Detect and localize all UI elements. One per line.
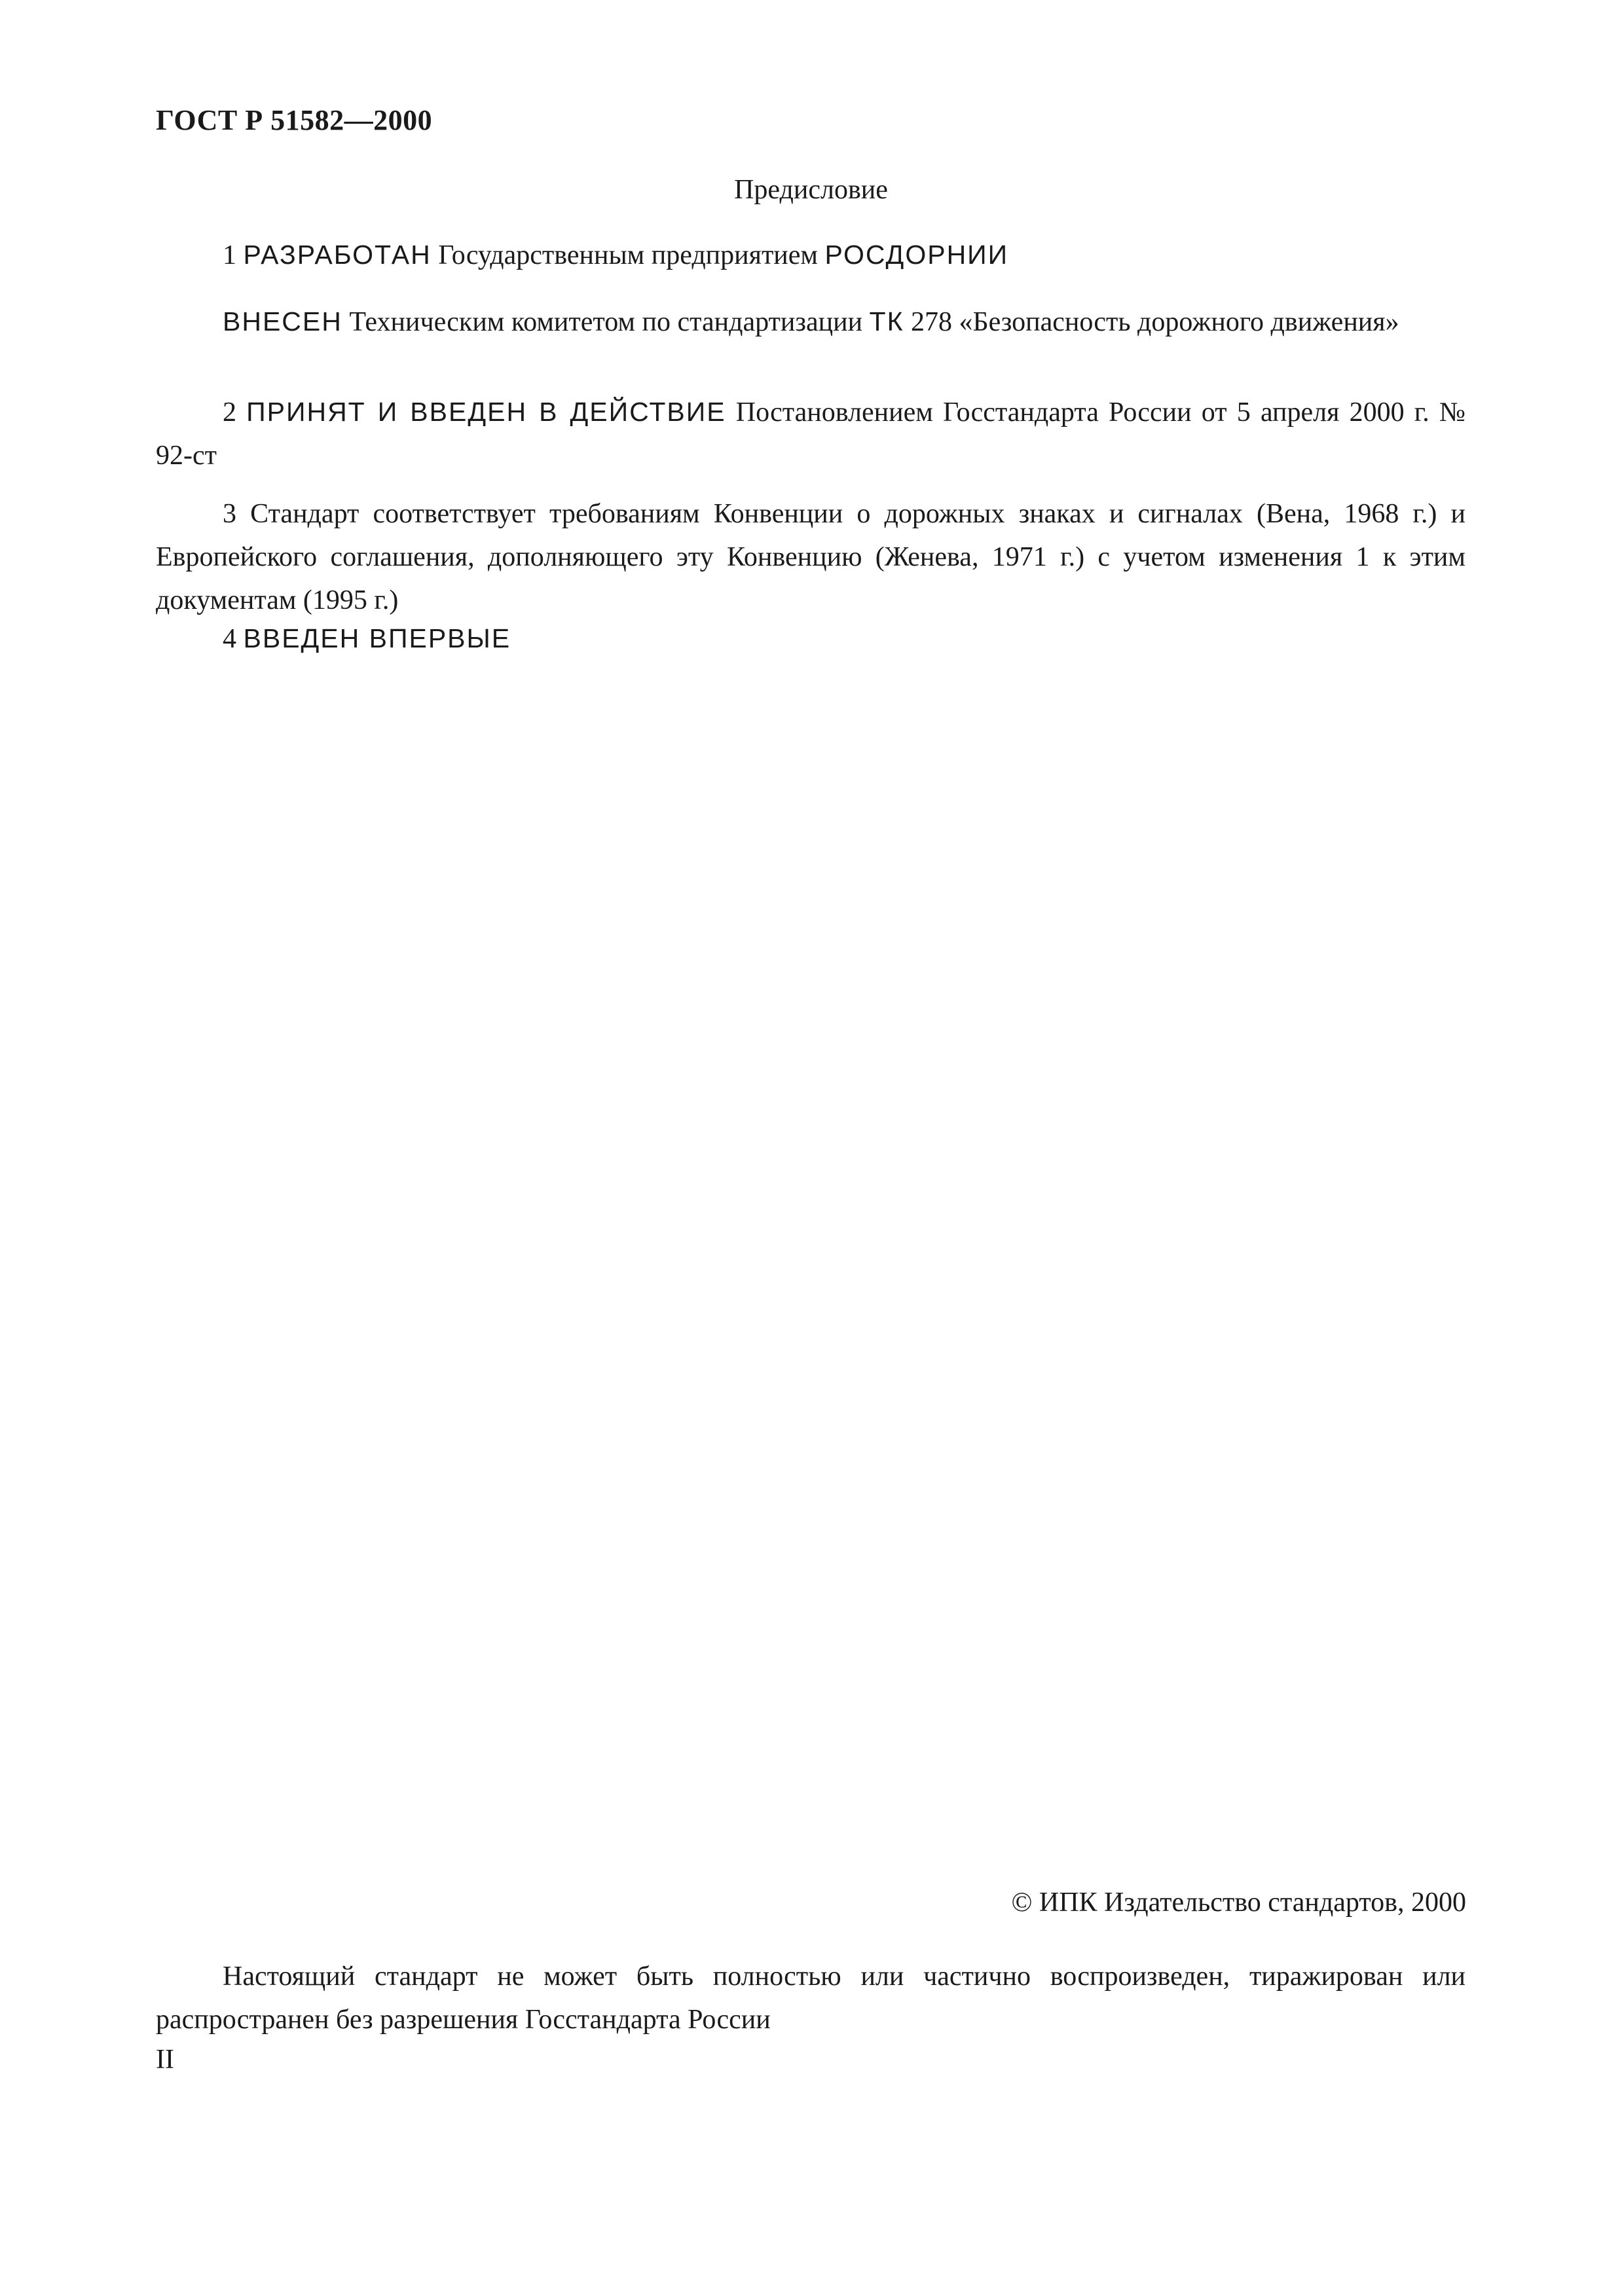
copyright-line: © ИПК Издательство стандартов, 2000	[1011, 1887, 1466, 1918]
item-number: 3	[223, 499, 236, 529]
item-number: 4	[223, 624, 236, 654]
item-text: Стандарт соответствует требованиям Конвенции о дорожных знаках и сигналах (Вена, 1968 г.) и Европейского соглашения, дополняющего эту Конвенцию (Женева, 1971 г.) с учетом изменения 1 к этим документам (1995 г.)	[156, 499, 1465, 615]
item-caps-label: РАЗРАБОТАН	[243, 240, 432, 270]
reproduction-notice: Настоящий стандарт не может быть полностью или частично воспроизведен, тиражирован или распространен без разрешения Госстандарта России	[156, 1961, 1465, 2035]
item-text-after: 278 «Безопасность дорожного движения»	[910, 307, 1399, 337]
preface-item-4	[156, 617, 1465, 661]
item-caps-mid: ТК	[869, 306, 904, 337]
page-number: II	[156, 2045, 174, 2075]
preface-item-introduced	[156, 300, 1465, 344]
item-text: Техническим комитетом по стандартизации	[349, 307, 863, 337]
item-caps-label: ВНЕСЕН	[223, 306, 342, 337]
item-text: Государственным предприятием	[438, 240, 819, 270]
item-number: 2	[223, 397, 236, 428]
preface-item-1	[156, 233, 1465, 277]
preface-item-3	[156, 492, 1465, 622]
item-caps-after: РОСДОРНИИ	[824, 240, 1009, 270]
preface-item-2	[156, 390, 1465, 477]
preface-title: Предисловие	[734, 175, 888, 205]
item-caps-label: ПРИНЯТ И ВВЕДЕН В ДЕЙСТВИЕ	[246, 397, 726, 427]
item-caps-label: ВВЕДЕН ВПЕРВЫЕ	[243, 623, 511, 653]
item-text: Постановлением Госстандарта России от 5 апреля 2000 г. № 92-ст	[156, 397, 1465, 471]
item-number: 1	[223, 240, 236, 270]
document-code-header: ГОСТ Р 51582—2000	[156, 104, 433, 136]
